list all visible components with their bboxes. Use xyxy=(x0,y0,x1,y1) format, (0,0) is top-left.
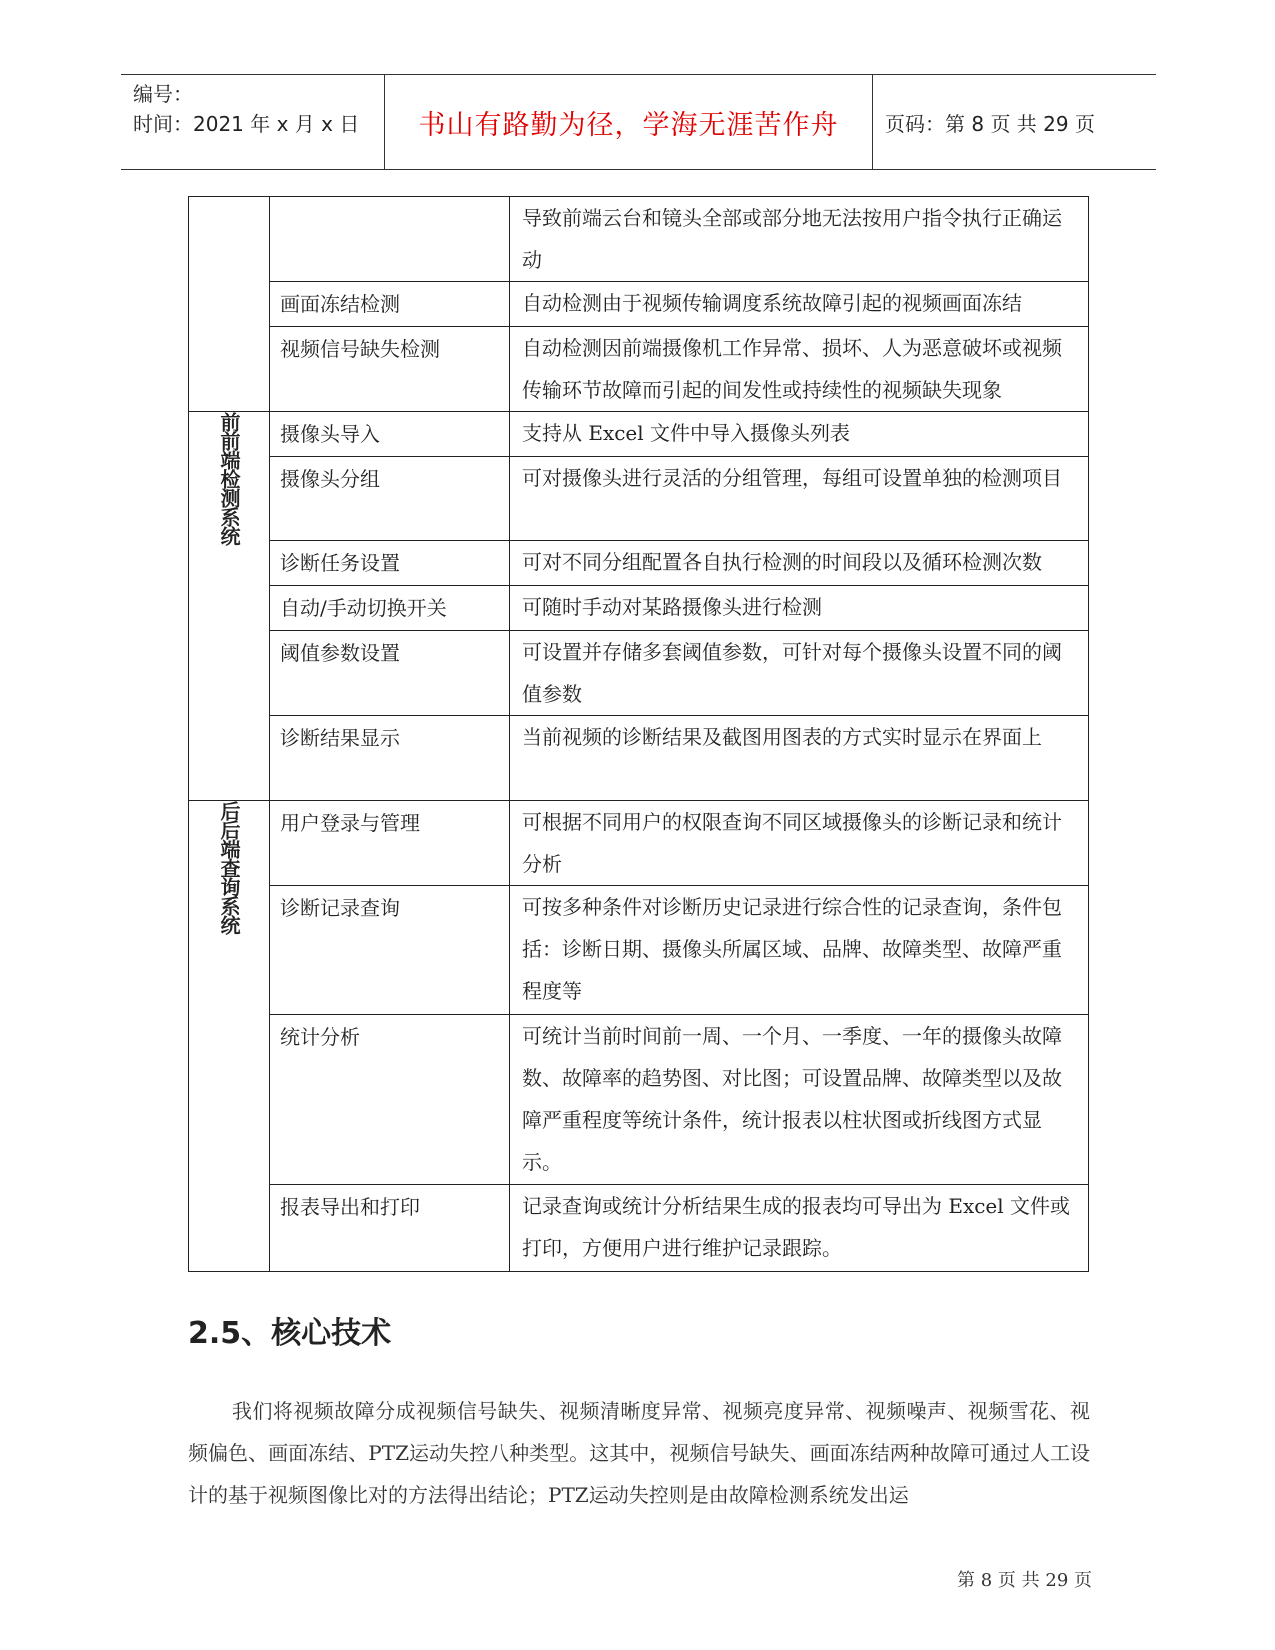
group-cell xyxy=(189,801,270,1272)
table-row xyxy=(189,1185,1089,1272)
description-cell: 可设置并存储多套阈值参数，可针对每个摄像头设置不同的阈值参数 xyxy=(510,631,1089,716)
table-row xyxy=(189,1015,1089,1185)
description-cell: 可随时手动对某路摄像头进行检测 xyxy=(510,586,1089,631)
feature-cell xyxy=(270,197,510,282)
feature-table xyxy=(188,196,1089,1272)
feature-cell: 诊断任务设置 xyxy=(270,541,510,586)
table-row xyxy=(189,541,1089,586)
group-label: 后后端查询系统 xyxy=(217,801,241,934)
feature-cell: 诊断记录查询 xyxy=(270,886,510,1015)
feature-cell: 摄像头导入 xyxy=(270,412,510,457)
description-cell: 可对摄像头进行灵活的分组管理，每组可设置单独的检测项目 xyxy=(510,457,1089,541)
description-cell: 可根据不同用户的权限查询不同区域摄像头的诊断记录和统计分析 xyxy=(510,801,1089,886)
description-cell: 支持从 Excel 文件中导入摄像头列表 xyxy=(510,412,1089,457)
section-paragraph: 我们将视频故障分成视频信号缺失、视频清晰度异常、视频亮度异常、视频噪声、视频雪花、视频偏色、画面冻结、PTZ运动失控八种类型。这其中，视频信号缺失、画面冻结两种故障可通过人工设计的基于视频图像比对的方法得出结论；PTZ运动失控则是由故障检测系统发出运 xyxy=(188,1399,1090,1507)
description-cell: 导致前端云台和镜头全部或部分地无法按用户指令执行正确运动 xyxy=(510,197,1089,282)
description-cell: 自动检测因前端摄像机工作异常、损坏、人为恶意破坏或视频传输环节故障而引起的间发性或持续性的视频缺失现象 xyxy=(510,327,1089,412)
description-cell: 当前视频的诊断结果及截图用图表的方式实时显示在界面上 xyxy=(510,716,1089,801)
table-row xyxy=(189,197,1089,282)
feature-cell: 摄像头分组 xyxy=(270,457,510,541)
feature-cell: 统计分析 xyxy=(270,1015,510,1185)
group-label: 前前端检测系统 xyxy=(217,412,241,545)
feature-cell: 用户登录与管理 xyxy=(270,801,510,886)
section-title: 2.5、核心技术 xyxy=(188,1316,392,1351)
description-cell: 自动检测由于视频传输调度系统故障引起的视频画面冻结 xyxy=(510,282,1089,327)
table-row xyxy=(189,586,1089,631)
header-page-number: 页码：第 8 页 共 29 页 xyxy=(885,111,1095,136)
description-cell: 可按多种条件对诊断历史记录进行综合性的记录查询，条件包括：诊断日期、摄像头所属区域、品牌、故障类型、故障严重程度等 xyxy=(510,886,1089,1015)
page-footer: 第 8 页 共 29 页 xyxy=(957,1570,1092,1591)
table-row xyxy=(189,716,1089,801)
feature-cell: 画面冻结检测 xyxy=(270,282,510,327)
table-row xyxy=(189,412,1089,457)
feature-cell: 诊断结果显示 xyxy=(270,716,510,801)
feature-cell: 视频信号缺失检测 xyxy=(270,327,510,412)
table-row xyxy=(189,327,1089,412)
table-row xyxy=(189,282,1089,327)
header-meta xyxy=(121,75,385,169)
description-cell: 可对不同分组配置各自执行检测的时间段以及循环检测次数 xyxy=(510,541,1089,586)
description-cell: 可统计当前时间前一周、一个月、一季度、一年的摄像头故障数、故障率的趋势图、对比图；可设置品牌、故障类型以及故障严重程度等统计条件，统计报表以柱状图或折线图方式显示。 xyxy=(510,1015,1089,1185)
document-number-label: 编号： xyxy=(133,82,193,106)
description-cell: 记录查询或统计分析结果生成的报表均可导出为 Excel 文件或打印，方便用户进行维护记录跟踪。 xyxy=(510,1185,1089,1272)
group-cell xyxy=(189,197,270,412)
feature-cell: 报表导出和打印 xyxy=(270,1185,510,1272)
table-row xyxy=(189,886,1089,1015)
table-row xyxy=(189,457,1089,541)
table-row xyxy=(189,801,1089,886)
group-cell xyxy=(189,412,270,801)
feature-cell: 自动/手动切换开关 xyxy=(270,586,510,631)
header-motto: 书山有路勤为径，学海无涯苦作舟 xyxy=(385,75,873,169)
table-row xyxy=(189,631,1089,716)
feature-cell: 阈值参数设置 xyxy=(270,631,510,716)
document-time-label: 时间：2021 年 x 月 x 日 xyxy=(133,112,360,136)
page-header xyxy=(121,74,1156,170)
